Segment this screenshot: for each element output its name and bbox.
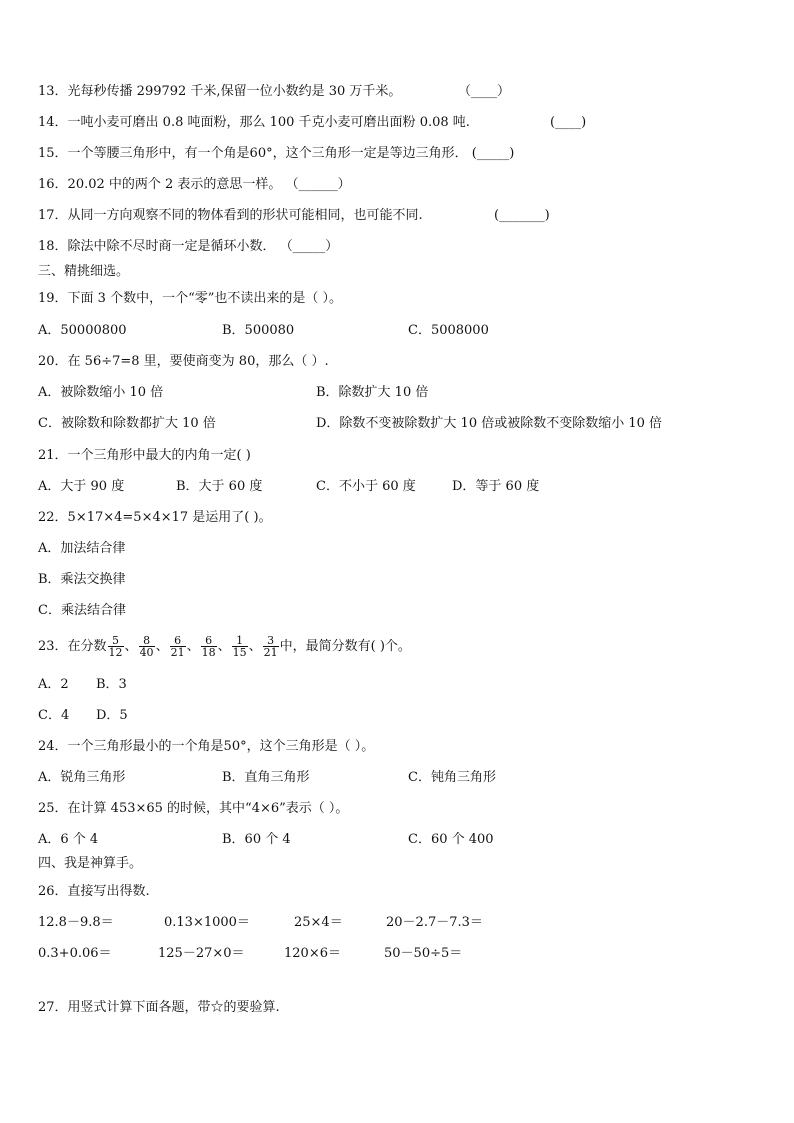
question-14 [38,115,470,131]
section-3-heading: 三、精挑细选。 [38,264,130,279]
calc-item: 25×4＝ [294,915,343,930]
question-18 [38,239,338,255]
question-17-text: 17．从同一方向观察不同的物体看到的形状可能相同，也可能不同. [38,208,423,223]
question-15-text: 15．一个等腰三角形中，有一个角是60°，这个三角形一定是等边三角形． [38,146,468,161]
question-24-option-c[interactable]: C．钝角三角形 [408,770,496,785]
question-13-answer-blank[interactable]: （____） [458,84,511,99]
question-21-option-d[interactable]: D．等于 60 度 [452,479,540,494]
question-26-stem: 26．直接写出得数. [38,884,150,899]
question-25-stem: 25．在计算 453×65 的时候，其中“4×6”表示（ ）。 [38,801,349,816]
question-14-answer-blank[interactable]: (____) [550,115,587,130]
question-21-stem: 21．一个三角形中最大的内角一定( ) [38,448,251,463]
question-19-option-a[interactable]: A．50000800 [38,323,127,338]
question-20-option-d[interactable]: D．除数不变被除数扩大 10 倍或被除数不变除数缩小 10 倍 [316,416,663,431]
question-20-option-c[interactable]: C．被除数和除数都扩大 10 倍 [38,416,216,431]
question-15 [38,146,514,162]
question-23-suffix: 中，最简分数有( )个。 [279,639,411,654]
question-16-text: 16．20.02 中的两个 2 表示的意思一样。 [38,177,282,192]
question-13-text: 13．光每秒传播 299792 千米,保留一位小数约是 30 万千米。 [38,84,402,99]
fraction-6-21: $\frac{6}{21}$ [170,634,185,659]
separator: 、 [186,639,200,654]
question-25-option-c[interactable]: C．60 个 400 [408,832,494,847]
question-23-option-d[interactable]: D．5 [96,708,128,723]
question-22-option-c[interactable]: C．乘法结合律 [38,603,126,618]
calc-item: 125－27×0＝ [158,946,245,961]
question-25-option-a[interactable]: A．6 个 4 [38,832,99,847]
question-24-option-b[interactable]: B．直角三角形 [222,770,310,785]
calc-item: 20－2.7－7.3＝ [386,915,483,930]
fraction-6-18: $\frac{6}{18}$ [201,634,216,659]
question-21-option-c[interactable]: C．不小于 60 度 [316,479,416,494]
question-24-option-a[interactable]: A．锐角三角形 [38,770,126,785]
question-20-stem: 20．在 56÷7=8 里，要使商变为 80，那么（ ）. [38,354,329,369]
question-15-answer-blank[interactable]: (_____) [471,146,515,161]
question-22-option-a[interactable]: A．加法结合律 [38,541,126,556]
question-21-option-b[interactable]: B．大于 60 度 [176,479,263,494]
question-18-answer-blank[interactable]: （_____） [279,239,339,254]
fraction-1-15: $\frac{1}{15}$ [232,634,247,659]
separator: 、 [155,639,169,654]
question-13 [38,84,401,100]
calc-item: 12.8－9.8＝ [38,915,114,930]
question-23-prefix: 23．在分数 [38,639,107,654]
question-27-stem: 27．用竖式计算下面各题，带☆的要验算. [38,1000,280,1015]
question-22-option-b[interactable]: B．乘法交换律 [38,572,126,587]
question-23-option-a[interactable]: A．2 [38,677,69,692]
question-24-stem: 24．一个三角形最小的一个角是50°，这个三角形是（ ）。 [38,739,375,754]
separator: 、 [217,639,231,654]
calc-item: 50－50÷5＝ [384,946,463,961]
question-23-stem [38,632,411,662]
question-16-answer-blank[interactable]: （______） [285,177,351,192]
question-23-option-b[interactable]: B．3 [96,677,127,692]
question-19-stem: 19．下面 3 个数中，一个“零”也不读出来的是（ ）。 [38,291,343,306]
question-22-stem: 22．5×17×4=5×4×17 是运用了( )。 [38,510,272,525]
question-16 [38,177,351,193]
fraction-5-12: $\frac{5}{12}$ [108,634,123,659]
question-25-option-b[interactable]: B．60 个 4 [222,832,291,847]
question-23-option-c[interactable]: C．4 [38,708,70,723]
question-21-option-a[interactable]: A．大于 90 度 [38,479,125,494]
separator: 、 [248,639,262,654]
question-19-option-c[interactable]: C．5008000 [408,323,489,338]
question-19-option-b[interactable]: B．500080 [222,323,295,338]
question-20-option-b[interactable]: B．除数扩大 10 倍 [316,385,429,400]
question-14-text: 14．一吨小麦可磨出 0.8 吨面粉，那么 100 千克小麦可磨出面粉 0.08 吨. [38,115,470,130]
question-17 [38,208,423,224]
question-18-text: 18．除法中除不尽时商一定是循环小数． [38,239,276,254]
question-20-option-a[interactable]: A．被除数缩小 10 倍 [38,385,164,400]
question-17-answer-blank[interactable]: (_______) [494,208,550,223]
calc-item: 0.13×1000＝ [164,915,250,930]
fraction-3-21: $\frac{3}{21}$ [263,634,278,659]
section-4-heading: 四、我是神算手。 [38,856,143,871]
fraction-8-40: $\frac{8}{40}$ [139,634,154,659]
calc-item: 120×6＝ [284,946,341,961]
calc-item: 0.3+0.06＝ [38,946,112,961]
separator: 、 [124,639,138,654]
